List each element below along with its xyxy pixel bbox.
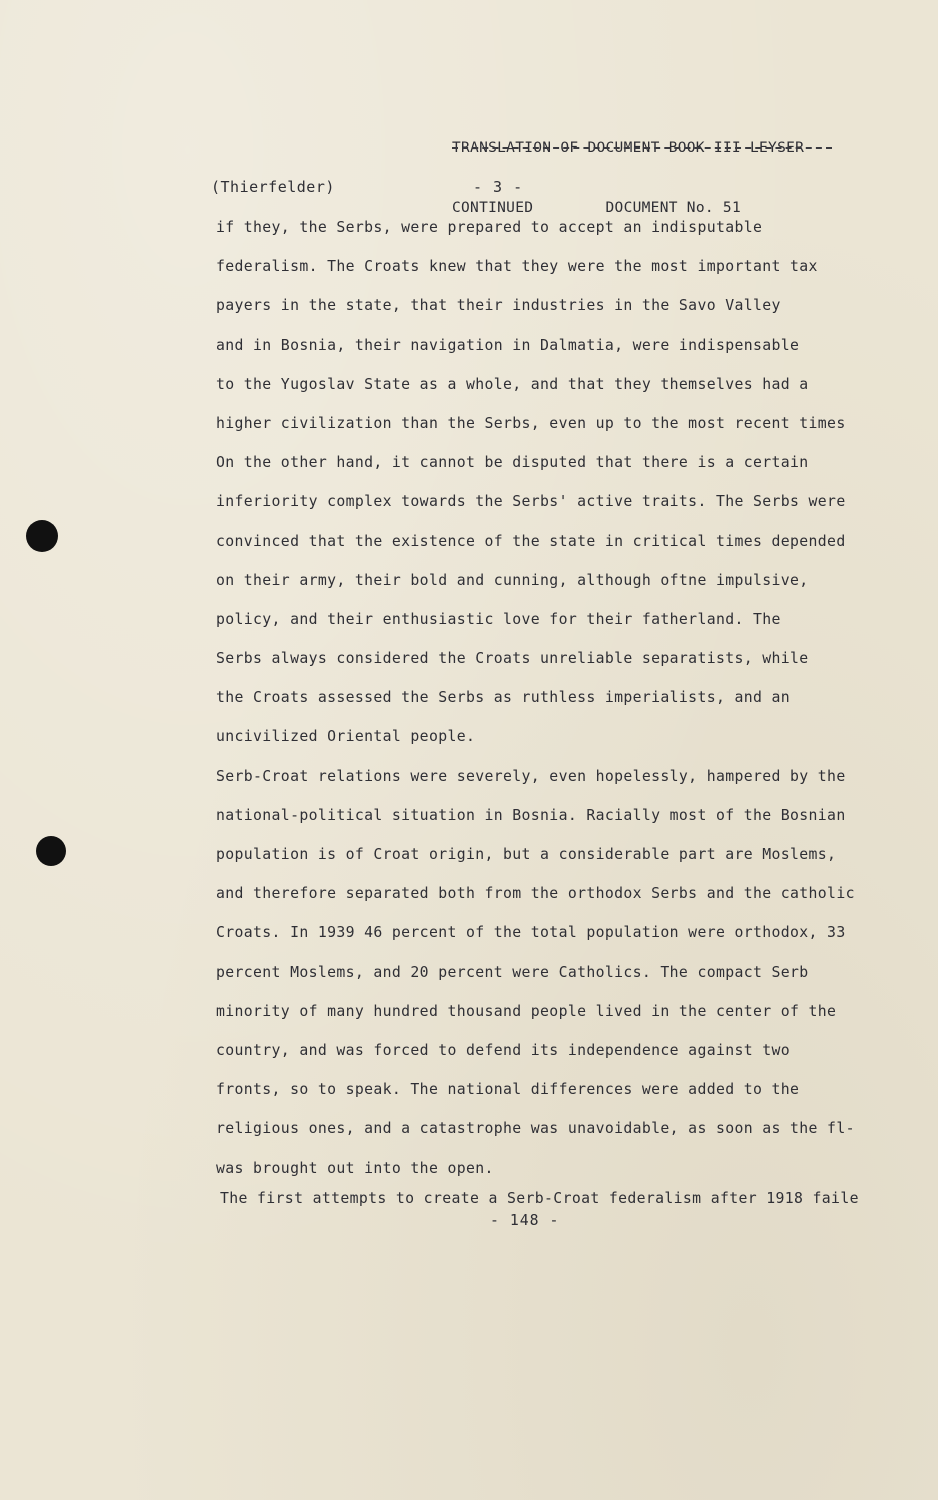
header-continued: CONTINUED: [452, 200, 534, 216]
body-line: uncivilized Oriental people.: [216, 728, 476, 746]
header-title: TRANSLATION OF DOCUMENT BOOK III LEYSER: [452, 140, 805, 156]
body-line: and in Bosnia, their navigation in Dalmatia, were indispensable: [216, 336, 800, 354]
body-line: minority of many hundred thousand people lived in the center of the: [216, 1002, 837, 1020]
page-marker: - 3 -: [473, 178, 524, 196]
body-line: the Croats assessed the Serbs as ruthless imperialists, and an: [216, 689, 791, 707]
body-line: fronts, so to speak. The national differences were added to the: [216, 1081, 800, 1099]
body-line-continued: The first attempts to create a Serb-Croat federalism after 1918 faile: [220, 1190, 859, 1207]
body-line: Croats. In 1939 46 percent of the total population were orthodox, 33: [216, 924, 846, 942]
body-line: national-political situation in Bosnia. Racially most of the Bosnian: [216, 806, 846, 824]
body-line: Serb-Croat relations were severely, even hopelessly, hampered by the: [216, 767, 846, 785]
body-line: percent Moslems, and 20 percent were Catholics. The compact Serb: [216, 963, 809, 981]
body-line: federalism. The Croats knew that they were the most important tax: [216, 258, 818, 276]
page-number: - 148 -: [490, 1212, 560, 1229]
body-line: policy, and their enthusiastic love for their fatherland. The: [216, 610, 781, 628]
body-line: on their army, their bold and cunning, although oftne impulsive,: [216, 571, 809, 589]
body-line: to the Yugoslav State as a whole, and that they themselves had a: [216, 375, 809, 393]
body-line: population is of Croat origin, but a considerable part are Moslems,: [216, 846, 837, 863]
body-text: [216, 214, 896, 1194]
body-line: Serbs always considered the Croats unreliable separatists, while: [216, 650, 809, 668]
body-line: On the other hand, it cannot be disputed that there is a certain: [216, 454, 809, 472]
header-document-number: DOCUMENT No. 51: [605, 200, 741, 216]
body-line: convinced that the existence of the state in critical times depended: [216, 532, 846, 550]
body-line: religious ones, and a catastrophe was unavoidable, as soon as the fl-: [216, 1120, 855, 1138]
body-line: was brought out into the open.: [216, 1159, 494, 1177]
punch-hole-bottom: [36, 836, 66, 866]
body-line: country, and was forced to defend its independence against two: [216, 1041, 791, 1059]
body-line: payers in the state, that their industries in the Savo Valley: [216, 297, 781, 315]
body-line: if they, the Serbs, were prepared to accept an indisputable: [216, 219, 763, 236]
speaker-name: (Thierfelder): [211, 178, 335, 196]
body-line: higher civilization than the Serbs, even up to the most recent times: [216, 414, 846, 432]
punch-hole-top: [26, 520, 58, 552]
body-line: inferiority complex towards the Serbs' active traits. The Serbs were: [216, 493, 846, 511]
header-divider: [452, 147, 832, 149]
body-line: and therefore separated both from the orthodox Serbs and the catholic: [216, 885, 855, 903]
